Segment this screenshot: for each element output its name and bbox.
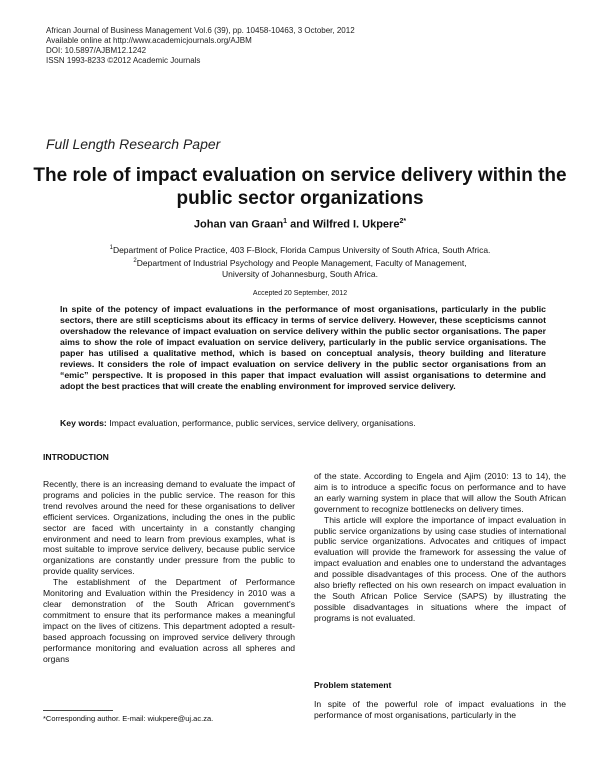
- affiliation-1-marker: 1: [109, 245, 113, 251]
- author-1: Johan van Graan: [193, 218, 284, 231]
- online-availability: Available online at http://www.academicjournals.org/AJBM: [46, 36, 252, 45]
- author-2: Wilfred I. Ukpere: [312, 218, 400, 231]
- affiliation-2-marker: 2: [133, 257, 137, 264]
- left-column: [43, 479, 295, 664]
- accepted-date: Accepted 20 September, 2012: [252, 290, 348, 297]
- intro-paragraph-1: Recently, there is an increasing demand to evaluate the impact of programs and policies in the public service. The reason for this trend revolves around the need for these organisations to deliver efficient services. Organizations, including the ones in the public sector are faced with uncertainty in a constantly changing environment and need to learn from previous examples, what is most suitable to improve service delivery, because public service organizations are constantly under pressure from the public to provide quality services.: [43, 479, 295, 577]
- keywords-label: Key words:: [60, 418, 107, 428]
- author-1-affil: 1: [283, 218, 288, 225]
- footnote-rule: [43, 710, 113, 711]
- affiliation-1: [60, 243, 540, 256]
- intro-paragraph-2: The establishment of the Department of Performance Monitoring and Evaluation within the Presidency in 2010 was a clear demonstration of the South African government's commitment to ensure that its performance makes a meaningful impact on the lives of citizens. This department adopted a result-based approach focussing on improved service delivery through performance monitoring and evaluation across all spheres and organs: [43, 577, 295, 664]
- affiliations: [60, 243, 540, 280]
- paper-title: The role of impact evaluation on service delivery within the public sector organizations: [33, 165, 567, 209]
- affiliation-2: [60, 256, 540, 269]
- problem-statement-paragraph: In spite of the powerful role of impact evaluations in the performance of most organisations, particularly in the: [314, 699, 566, 720]
- author-2-affil: 2*: [399, 218, 407, 225]
- article-type: Full Length Research Paper: [46, 136, 221, 152]
- authors: [0, 218, 600, 231]
- right-paragraph-2: This article will explore the importance of impact evaluation in public service organizations by using case studies of international public service organizations. Advocates and critiques of impact evaluation will provide the framework for assessing the value of impact evaluation and enables one to understand the advantages and possible disadvantages of this process. One of the authors also briefly reflected on his own research on impact evaluation in the South African Police Service (SAPS) by illustrating the possible disadvantages in situations where the impact of programs is not evaluated.: [314, 514, 566, 623]
- affiliation-2-line-2: University of Johannesburg, South Africa.: [222, 268, 378, 279]
- keywords: [60, 418, 546, 428]
- abstract: In spite of the potency of impact evaluations in the performance of most organisations, particularly in the public sectors, there are still scepticisms about its efficacy in terms of service delivery. However, these scepticisms cannot overshadow the relevance of impact evaluation on service delivery within the public sector organisations. The paper aims to show the role of impact evaluation on service delivery, particularly in the public service organisations. The paper has utilised a qualitative method, which is based on conceptual analysis, theory building and literature reviews. It considers the role of impact evaluation on service delivery in the public sector organisations from an “emic” perspective. It is proposed in this paper that impact evaluation will assist organisations to determine and adopt the best practices that will create the enabling environment for improved service delivery.: [60, 304, 546, 391]
- author-and: and: [287, 218, 313, 231]
- issn: ISSN 1993-8233 ©2012 Academic Journals: [46, 56, 201, 65]
- journal-citation: African Journal of Business Management Vol.6 (39), pp. 10458-10463, 3 October, 2012: [46, 26, 355, 35]
- corresponding-author-footnote: *Corresponding author. E-mail: wiukpere@uj.ac.za.: [43, 714, 214, 723]
- right-paragraph-1: of the state. According to Engela and Ajim (2010: 13 to 14), the aim is to introduce a specific focus on performance and to have an early warning system in place that will allow the South African government to recognize bottlenecks on delivery times.: [314, 471, 566, 514]
- affiliation-2-text: Department of Industrial Psychology and People Management, Faculty of Management,: [136, 257, 467, 268]
- affiliation-1-text: Department of Police Practice, 403 F-Block, Florida Campus University of South Africa, South Africa.: [112, 244, 491, 255]
- keywords-text: Impact evaluation, performance, public services, service delivery, organisations.: [106, 418, 416, 428]
- right-column: [314, 471, 566, 624]
- doi: DOI: 10.5897/AJBM12.1242: [46, 46, 147, 55]
- journal-header: [46, 26, 355, 66]
- problem-statement-heading: Problem statement: [314, 680, 392, 690]
- introduction-heading: INTRODUCTION: [43, 452, 109, 462]
